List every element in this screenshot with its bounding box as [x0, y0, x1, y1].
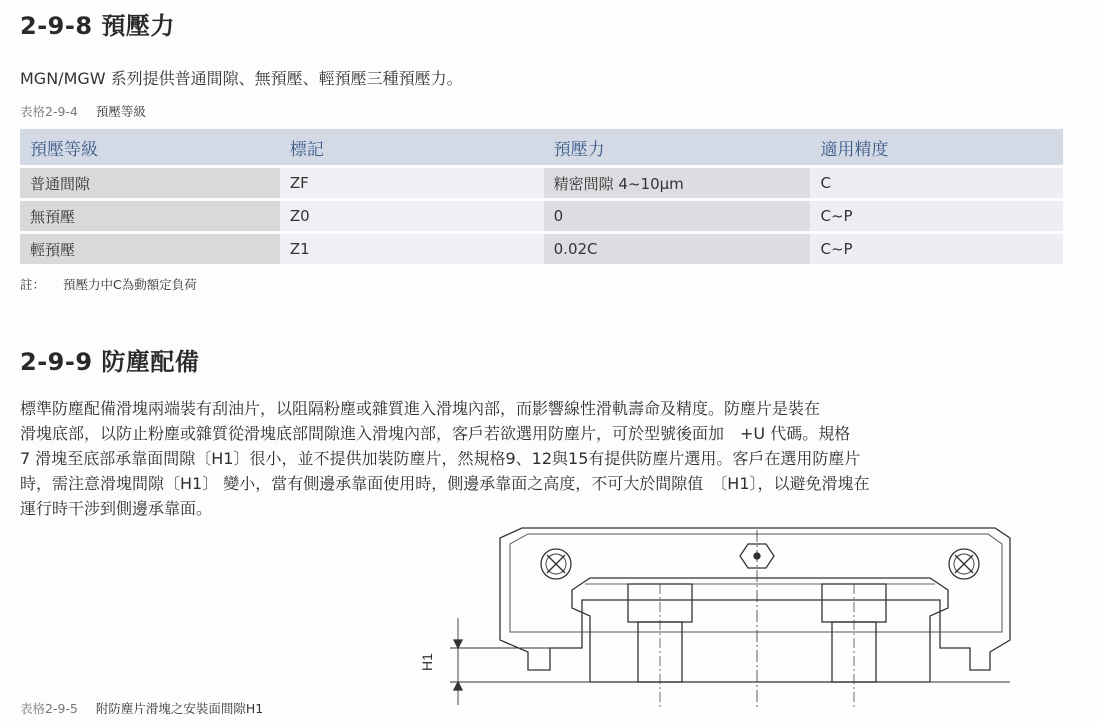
figure-caption-title: 附防塵片滑塊之安裝面間隙H1 — [95, 701, 264, 716]
table-cell: 0.02C — [544, 234, 811, 264]
table-note — [20, 275, 197, 293]
table-cell: ZF — [280, 168, 544, 198]
table-header-row — [20, 129, 1063, 165]
header-preload: 預壓力 — [544, 129, 811, 165]
figure-caption — [20, 699, 263, 717]
end-cap-outline — [510, 534, 1002, 632]
header-preload-grade: 預壓等級 — [20, 129, 280, 165]
preload-intro: MGN/MGW 系列提供普通間隙、無預壓、輕預壓三種預壓力。 — [20, 69, 463, 88]
note-text: 預壓力中C為動額定負荷 — [63, 277, 197, 292]
table-cell: C~P — [810, 234, 1063, 264]
paragraph-line: 運行時干涉到側邊承靠面。 — [20, 499, 213, 518]
table-cell: 無預壓 — [20, 201, 280, 231]
table-row — [20, 234, 1063, 264]
table-caption — [20, 102, 146, 120]
table-cell: Z0 — [280, 201, 544, 231]
table-cell: C — [810, 168, 1063, 198]
note-label: 註： — [20, 277, 46, 292]
table-cell: 0 — [544, 201, 811, 231]
header-accuracy: 適用精度 — [810, 129, 1063, 165]
section-heading-dust-protection: 2-9-9 防塵配備 — [20, 348, 200, 376]
paragraph-line: 標準防塵配備滑塊兩端裝有刮油片，以阻隔粉塵或雜質進入滑塊內部，而影響線性滑軌壽命及精度。防塵片是裝在 — [20, 399, 821, 418]
header-mark: 標記 — [280, 129, 544, 165]
table-cell: 普通間隙 — [20, 168, 280, 198]
table-cell: C~P — [810, 201, 1063, 231]
h1-label: H1 — [419, 653, 435, 671]
table-cell: 輕預壓 — [20, 234, 280, 264]
table-row — [20, 168, 1063, 198]
dust-protection-paragraph — [20, 396, 1065, 521]
section-heading-preload: 2-9-8 預壓力 — [20, 12, 175, 40]
table-cell: Z1 — [280, 234, 544, 264]
table-row — [20, 201, 1063, 231]
table-caption-number: 表格2-9-4 — [20, 104, 78, 119]
table-caption-title: 預壓等級 — [95, 104, 146, 119]
paragraph-line: 滑塊底部，以防止粉塵或雜質從滑塊底部間隙進入滑塊內部，客戶若欲選用防塵片，可於型號後面加 +U 代碼。規格 — [20, 424, 851, 443]
paragraph-line: 7 滑塊至底部承靠面間隙〔H1〕很小，並不提供加裝防塵片，然規格9、12與15有提供防塵片選用。客戶在選用防塵片 — [20, 449, 861, 468]
paragraph-line: 時，需注意滑塊間隙〔H1〕 變小，當有側邊承靠面使用時，側邊承靠面之高度，不可大於間隙值 〔H1〕，以避免滑塊在 — [20, 474, 870, 493]
preload-table — [20, 126, 1063, 267]
figure-caption-number: 表格2-9-5 — [20, 701, 78, 716]
slider-block-outline — [500, 528, 1010, 670]
slider-cross-section-drawing — [410, 520, 1020, 715]
table-cell: 精密間隙 4~10μm — [544, 168, 811, 198]
